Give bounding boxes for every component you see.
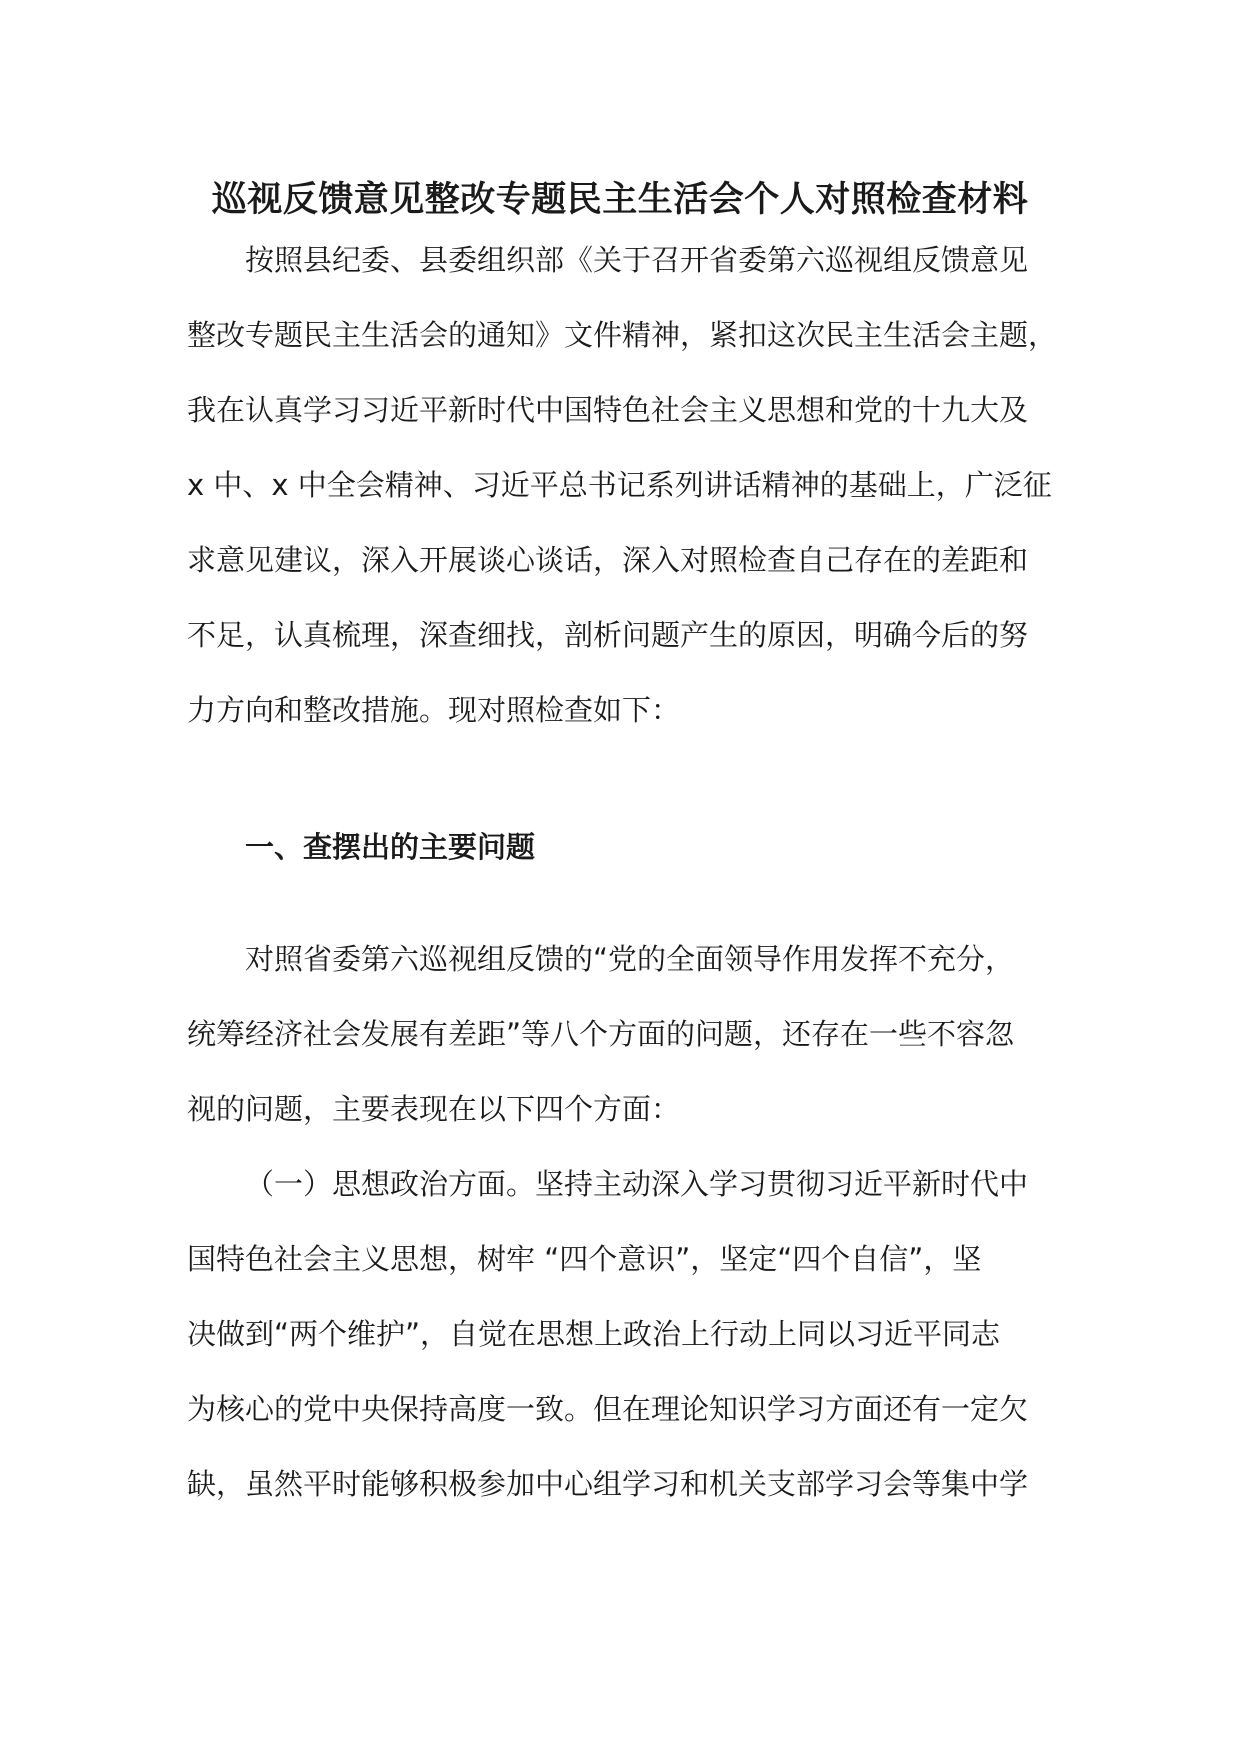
paragraph-line: 对照省委第六巡视组反馈的“党的全面领导作用发挥不充分，	[245, 942, 1015, 976]
paragraph-line: 为核心的党中央保持高度一致。但在理论知识学习方面还有一定欠	[187, 1392, 1029, 1426]
paragraph-line: 我在认真学习习近平新时代中国特色社会主义思想和党的十九大及	[187, 393, 1029, 427]
paragraph-line: 求意见建议，深入开展谈心谈话，深入对照检查自己存在的差距和	[187, 543, 1029, 577]
paragraph-line: （一）思想政治方面。坚持主动深入学习贯彻习近平新时代中	[245, 1167, 1029, 1201]
problem-overview-paragraph	[187, 922, 1067, 1147]
political-thought-paragraph	[187, 1147, 1067, 1522]
section-heading: 一、查摆出的主要问题	[245, 830, 536, 864]
paragraph-line: 缺，虽然平时能够积极参加中心组学习和机关支部学习会等集中学	[187, 1467, 1029, 1501]
paragraph-line: 整改专题民主生活会的通知》文件精神，紧扣这次民主生活会主题，	[187, 318, 1058, 352]
paragraph-line: 统筹经济社会发展有差距”等八个方面的问题，还存在一些不容忽	[187, 1017, 1015, 1051]
paragraph-line: x 中、x 中全会精神、习近平总书记系列讲话精神的基础上，广泛征	[187, 468, 1052, 502]
document-title: 巡视反馈意见整改专题民主生活会个人对照检查材料	[211, 180, 1029, 220]
paragraph-line: 力方向和整改措施。现对照检查如下：	[187, 693, 681, 727]
paragraph-line: 决做到“两个维护”，自觉在思想上政治上行动上同以习近平同志	[187, 1317, 1001, 1351]
paragraph-line: 视的问题，主要表现在以下四个方面：	[187, 1092, 681, 1126]
intro-paragraph	[187, 223, 1067, 748]
paragraph-line: 不足，认真梳理，深查细找，剖析问题产生的原因，明确今后的努	[187, 618, 1029, 652]
paragraph-line: 国特色社会主义思想，树牢 “四个意识”，坚定“四个自信”，坚	[187, 1242, 982, 1276]
paragraph-line: 按照县纪委、县委组织部《关于召开省委第六巡视组反馈意见	[245, 243, 1029, 277]
